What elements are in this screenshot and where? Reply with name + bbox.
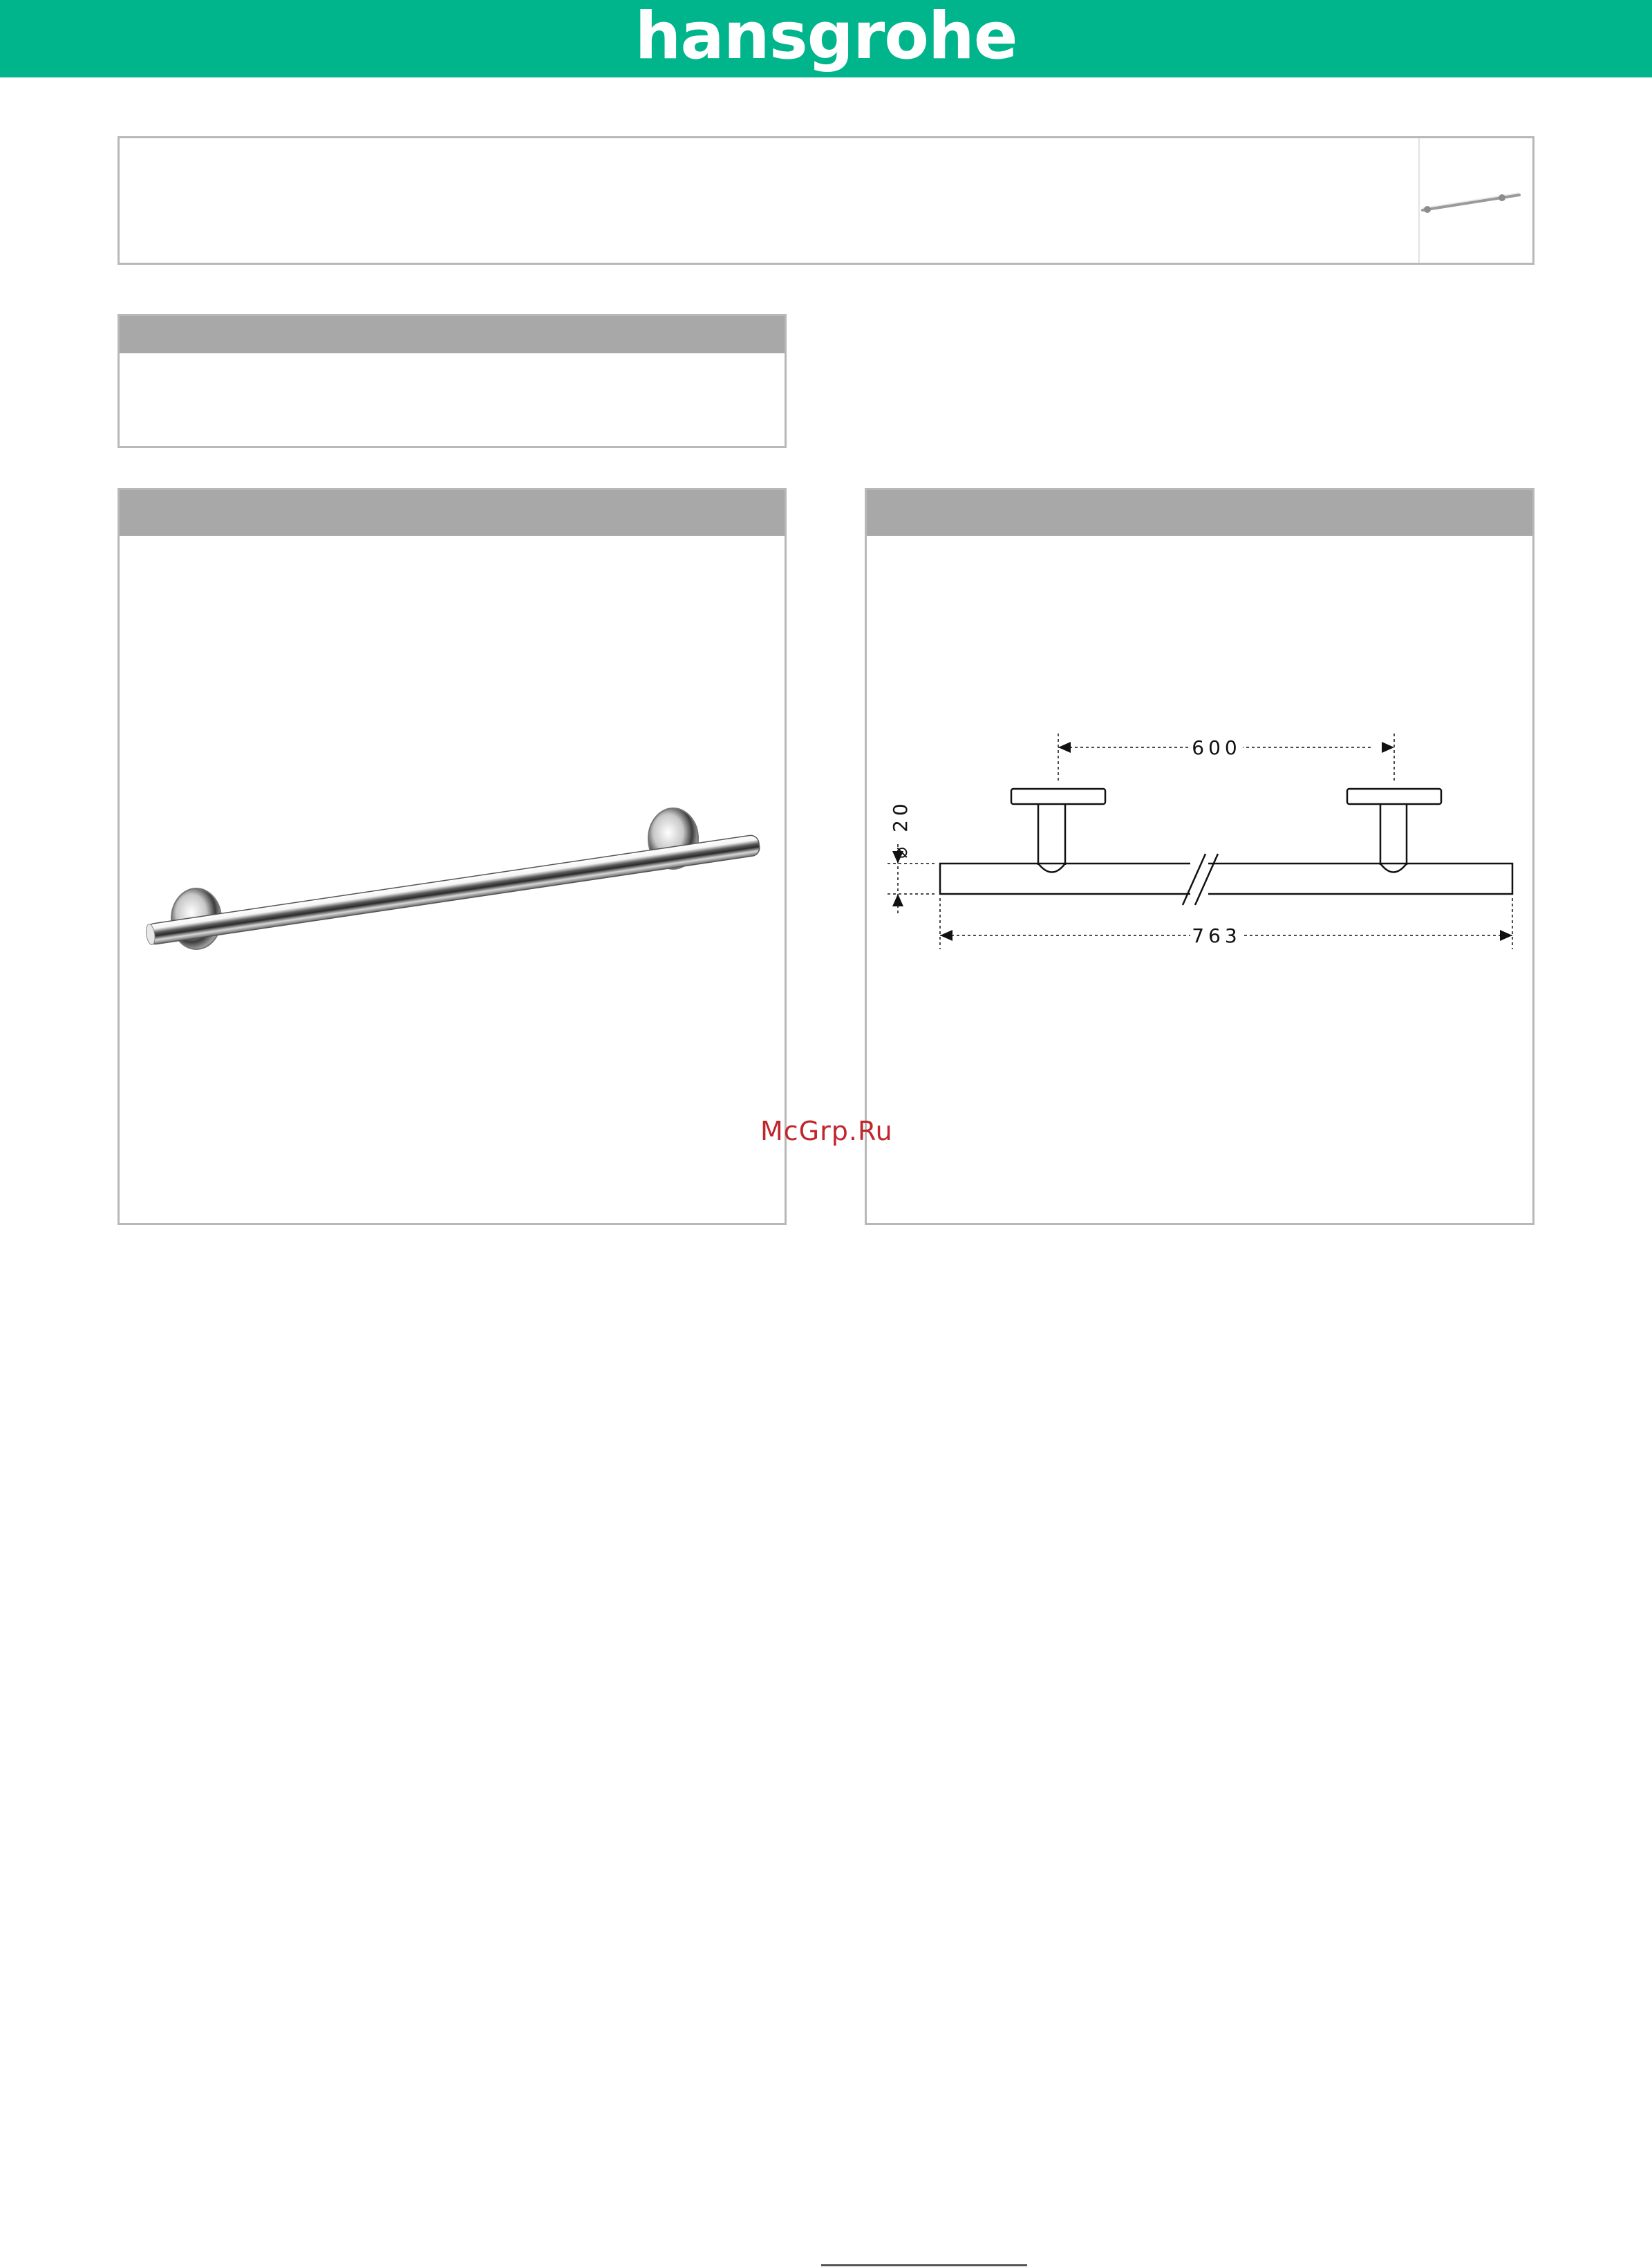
dim-diameter: ⌀ 20 bbox=[889, 799, 912, 859]
watermark: McGrp.Ru bbox=[760, 1116, 893, 1146]
towel-bar-drawing bbox=[867, 490, 1532, 1223]
brand-header bbox=[0, 0, 1652, 77]
technical-drawing-box bbox=[865, 488, 1534, 1225]
dim-total-length: 763 bbox=[1192, 924, 1241, 947]
product-thumbnail-icon bbox=[120, 138, 1532, 263]
product-title-box bbox=[118, 136, 1534, 265]
product-photo-box bbox=[118, 488, 787, 1225]
brand-logo: hansgrohe bbox=[635, 0, 1017, 74]
towel-bar-photo-icon bbox=[120, 490, 785, 1223]
footer-divider bbox=[821, 2264, 1027, 2266]
info-box bbox=[118, 314, 787, 448]
info-box-header bbox=[120, 316, 785, 353]
dim-mount-spacing: 600 bbox=[1192, 736, 1241, 759]
